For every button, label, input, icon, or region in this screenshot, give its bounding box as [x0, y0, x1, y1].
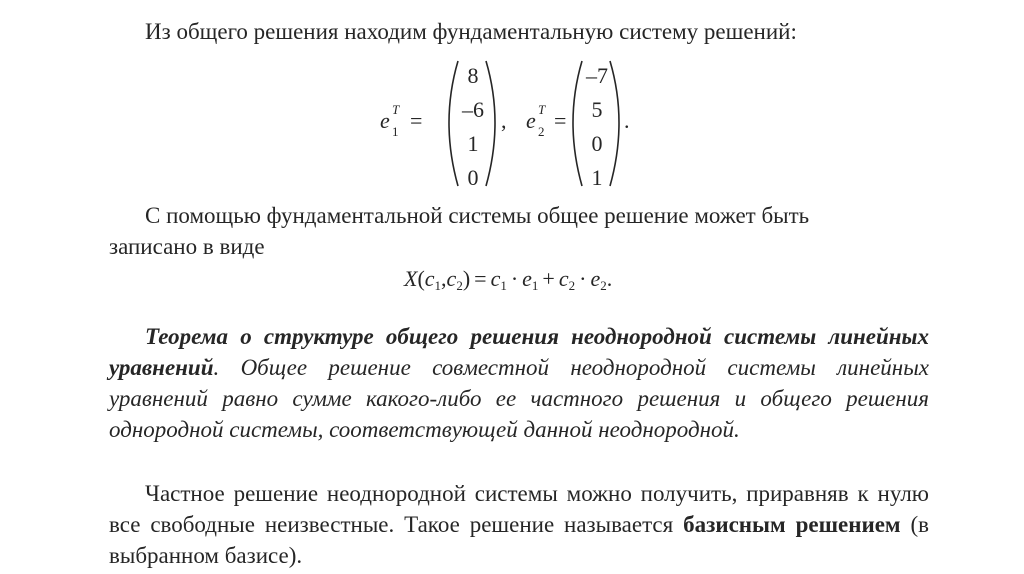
theorem-body: . Общее решение совместной неоднородной системы линейных уравнений равно сумме какого-либо ее частного решения и общего решения однородной системы, соответствующей данной неоднородной.: [109, 355, 929, 442]
formula-c-b-index: 2: [456, 278, 463, 293]
formula-term2-c-index: 2: [568, 278, 576, 293]
e2-value-3: 0: [591, 131, 603, 156]
e1-value-3: 1: [467, 131, 479, 156]
theorem-title: Теорема о структуре общего решения неоднородной системы линейных уравнений: [109, 324, 929, 380]
e1-value-4: 0: [467, 165, 479, 190]
e2-label-sub: 2: [538, 124, 545, 139]
e1-value-2: –6: [462, 97, 484, 122]
e2-left-paren: [573, 61, 582, 186]
formula-dot-1: ·: [510, 266, 519, 291]
e1-left-paren: [449, 61, 458, 186]
e1-equals: =: [410, 108, 423, 133]
formula-plus: +: [542, 266, 555, 291]
paragraph-1-line-1: С помощью фундаментальной системы общее решение может быть: [145, 203, 810, 228]
intro-text: Из общего решения находим фундаментальную систему решений:: [145, 19, 797, 44]
formula-term2-c: c: [558, 266, 569, 291]
formula-term1-c: c: [490, 266, 501, 291]
theorem-paragraph: [109, 321, 929, 445]
e2-value-4: 1: [591, 165, 603, 190]
e2-trail: .: [624, 108, 630, 133]
e2-label-sup: T: [538, 102, 546, 117]
formula-equals: =: [474, 266, 487, 291]
formula-term1-c-index: 1: [500, 278, 507, 293]
e2-label-base: e: [526, 108, 536, 133]
e2-value-2: 5: [591, 97, 603, 122]
e2-value-1: –7: [586, 63, 608, 88]
formula-c-b: c: [446, 266, 457, 291]
e1-value-1: 8: [467, 63, 479, 88]
formula-term1-e-index: 1: [531, 278, 539, 293]
formula-dot-2: ·: [579, 266, 587, 291]
e1-trail: ,: [501, 108, 507, 133]
formula-c-a: c: [424, 266, 435, 291]
para2-start: Частное решение неоднородной системы можно получить, приравняв к нулю все свободные неизвестные. Такое решение называется: [109, 481, 929, 537]
e2-right-paren: [610, 61, 619, 186]
formula-fn: X: [404, 266, 418, 291]
formula-term1-e: e: [522, 266, 532, 291]
fundamental-system-matrices: [380, 56, 640, 196]
e2-equals: =: [554, 108, 567, 133]
e1-label-base: e: [380, 108, 390, 133]
matrix-e1: [380, 61, 507, 190]
e1-label-sup: T: [392, 102, 400, 117]
e1-label-sub: 1: [392, 124, 399, 139]
basic-solution-paragraph: [109, 478, 929, 571]
para2-end: (в выбранном базисе).: [109, 512, 929, 568]
basic-solution-term: базисным решением: [683, 512, 901, 537]
matrix-e2: [526, 61, 630, 190]
paragraph-1-line-2: записано в виде: [109, 234, 265, 259]
e1-right-paren: [486, 61, 495, 186]
formula-term2-e-index: 2: [600, 278, 607, 293]
formula-term2-e: e: [590, 266, 601, 291]
general-solution-formula: $X(c_1,c_2) = c_1 \cdot e_1 + c_2 \cdot e_2$.: [404, 266, 613, 293]
formula-c-a-index: 1: [434, 278, 442, 293]
